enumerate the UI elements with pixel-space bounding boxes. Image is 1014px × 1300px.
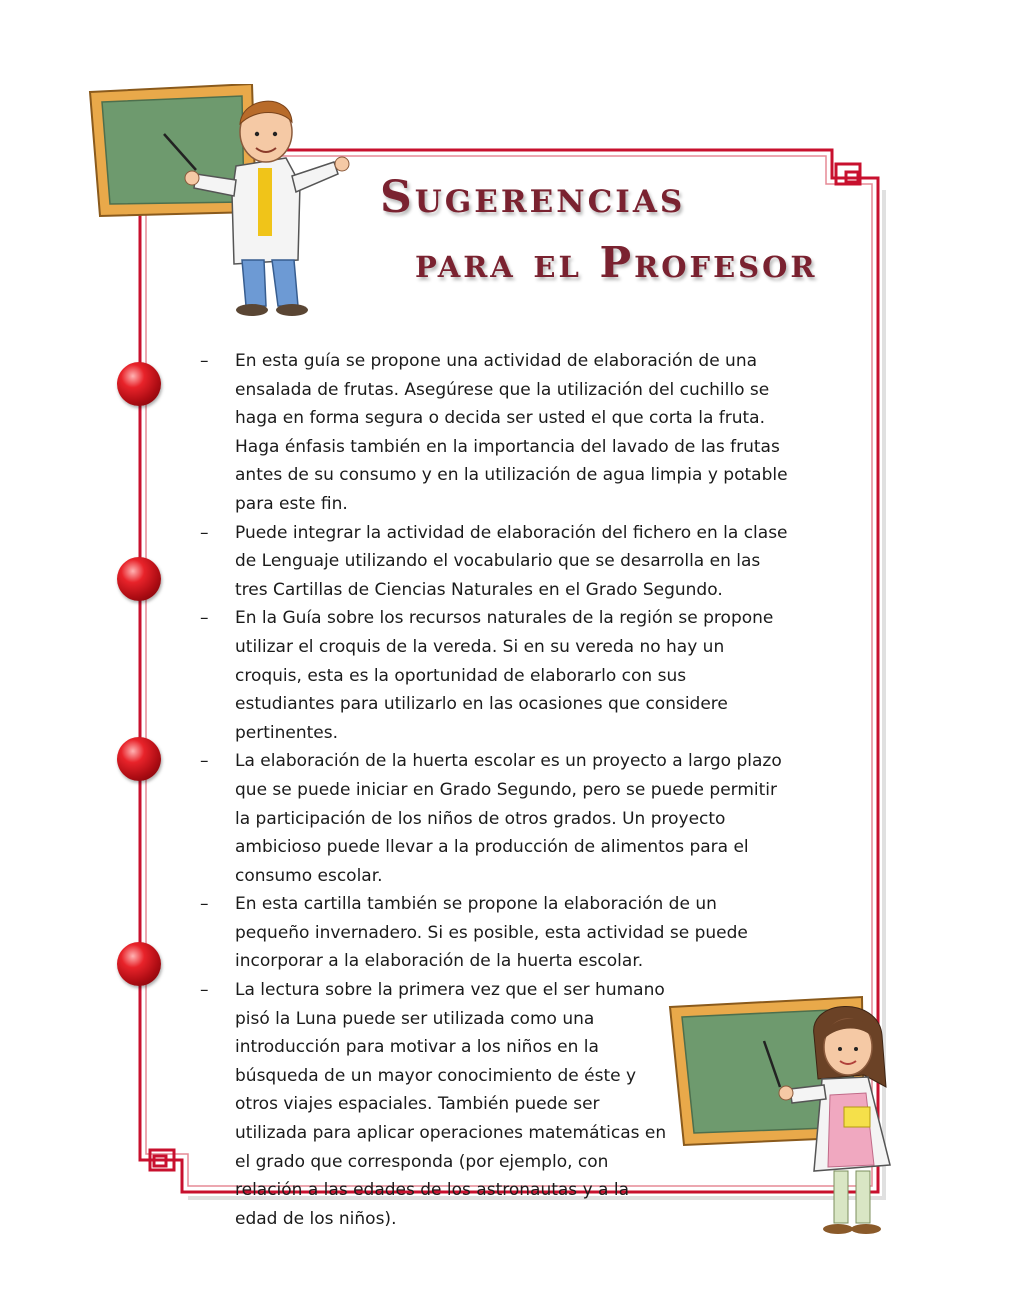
page-title: Sugerencias — [380, 172, 686, 223]
list-item — [200, 890, 790, 976]
bullet-dash: – — [200, 980, 209, 1001]
chalkboard-icon — [90, 84, 256, 216]
list-item — [200, 519, 790, 605]
list-item — [200, 747, 790, 890]
red-bead-icon — [117, 557, 161, 601]
list-item — [200, 347, 790, 519]
red-bead-icon — [117, 942, 161, 986]
bullet-dash: – — [200, 608, 209, 629]
bullet-dash: – — [200, 522, 209, 543]
teacher-girl-illustration — [668, 995, 908, 1245]
list-item-text: Puede integrar la actividad de elaboración del fichero en la clase de Lenguaje utilizando el vocabulario que se desarrolla en las tres Cartillas de Ciencias Naturales en el Grado Segundo. — [235, 522, 788, 600]
list-item — [200, 604, 790, 747]
bullet-dash: – — [200, 351, 209, 371]
page-subtitle: para el Profesor — [415, 238, 818, 287]
bullet-dash: – — [200, 894, 209, 915]
list-item-text: En la Guía sobre los recursos naturales de la región se propone utilizar el croquis de la vereda. Si en su vereda no hay un croquis, esta es la oportunidad de elaborarlo con sus estudiantes para utilizarlo en las ocasiones que considere pertinentes. — [235, 608, 774, 743]
bullet-dash: – — [200, 751, 209, 772]
list-item-text: En esta guía se propone una actividad de elaboración de una ensalada de frutas. Asegúrese que la utilización del cuchillo se haga en forma segura o decida ser usted el que corta la fruta. Haga énfasis también en la importancia del lavado de las frutas antes de su consumo y en la utilización de agua limpia y potable para este fin. — [235, 351, 788, 514]
list-item — [200, 976, 675, 1233]
teacher-man-illustration — [86, 84, 376, 324]
list-item-text: La elaboración de la huerta escolar es un proyecto a largo plazo que se puede iniciar en Grado Segundo, pero se puede permitir la participación de los niños de otros grados. Un proyecto ambicioso puede llevar a la producción de alimentos para el consumo escolar. — [235, 751, 782, 886]
list-item-text: La lectura sobre la primera vez que el ser humano pisó la Luna puede ser utilizada como una introducción para motivar a los niños en la búsqueda de un mayor conocimiento de éste y otros viajes espaciales. También puede ser utilizada para aplicar operaciones matemáticas en el grado que corresponda (por ejemplo, con relación a las edades de los astronautas y a la edad de los niños). — [235, 980, 667, 1229]
corner-ornament-top-right — [836, 164, 860, 184]
red-bead-icon — [117, 362, 161, 406]
list-item-text: En esta cartilla también se propone la elaboración de un pequeño invernadero. Si es posible, esta actividad se puede incorporar a la elaboración de la huerta escolar. — [235, 894, 748, 972]
red-bead-icon — [117, 737, 161, 781]
